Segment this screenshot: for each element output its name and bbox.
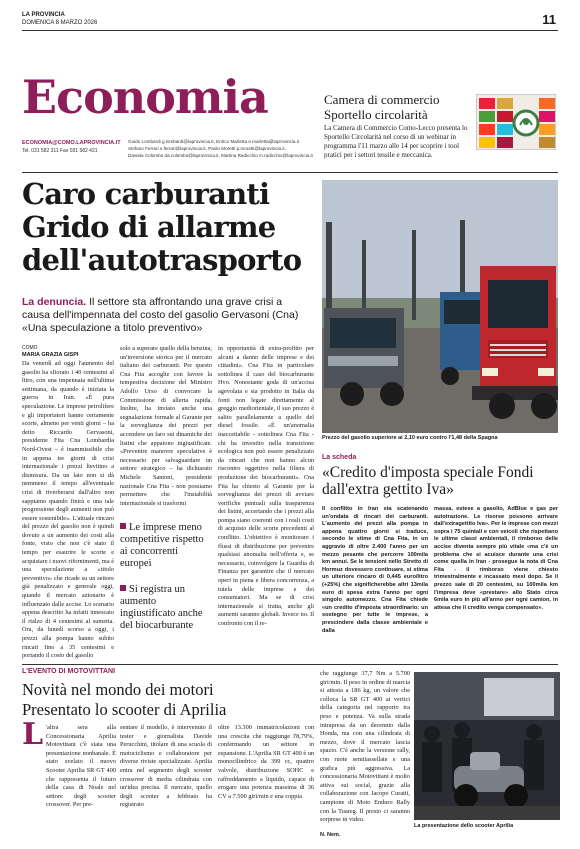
evento-title-line: Novità nel mondo dei motori: [22, 680, 214, 699]
drop-cap: L: [22, 717, 44, 752]
deck-text: Il settore sta affrontando una grave crisi a causa dell'impennata del costo del gasolio Gervasoni (Cna) «Una speculazione a titolo preventivo»: [22, 296, 299, 334]
byline-author: MARIA GRAZIA GISPI: [22, 352, 79, 358]
scheda-column-1: Il conflitto in Iran sta scatenando un'ondata di rincari dei carburanti. L'aumento dei prezzi alla pompa in appena quattro giorni si traduce, secondo le stime di Cna Fita, in un aggravio di oltre 2.400 l'anno per un mezzo pesante che percorre 100mila km annui. Se le tensioni nello Stretto di Hormuz dovessero continuare, si stima un ulteriore rincaro di 0,445 euro/litro (+25%) che significherebbe altri 13mila euro di spesa extra l'anno per ogni singolo automezzo. Cna Fita chiede «un credito d'imposta straordinario: un sostegno per tutte le imprese, a prescindere dalla classe ambientale e dalla: [322, 506, 428, 634]
deck-kicker: La denuncia.: [22, 296, 87, 308]
trucks-photo-caption: Prezzo del gasolio superiore ai 2,10 euro contro l'1,48 della Spagna: [322, 435, 498, 441]
trucks-photo[interactable]: [322, 180, 558, 433]
promo-title-line: Camera di commercio: [324, 92, 440, 107]
evento-title-line: Presentato lo scooter di Aprilia: [22, 699, 227, 719]
pull-quote-marker: [120, 585, 126, 591]
article-deck: [22, 296, 300, 335]
pull-quote-text: Si registra un aumento ingiustificato anche del biocarburante: [120, 584, 203, 631]
section-email[interactable]: ECONOMIA@COMO.LAPROVINCIA.IT: [22, 140, 121, 146]
headline-line: Grido di allarme: [22, 210, 276, 244]
article-column-1: Da venerdì ad oggi l'aumento del gasolio ha sfiorato i 40 centesimi al litro, con una impennata nell'ultima settimana, da quando è iniziata la guerra in Iran. «È pura speculazione. Le imprese petrolifere e gli importatori hanno certamente scorte, almeno per venti giorni – ha detto Riccardo Gervasoni, presidente Fita Cna Lombardia Nord-Ovest – è inammissibile che in appena tre giorni di crisi internazionale i prezzi lievitino a dismisura. Da un lato non si dà nemmeno il tempo all'eventuale crisi di riverberarsi dall'altro non sappiamo quando finirà e una tale progressione degli aumenti non può essere sostenibile». L'attuale rincaro del prezzo del gasolio non è quindi dovuto a un aumento dei costi alla fonte, visto che non c'è stato il tempo per esaurire le scorte e acquistare i nuovi rifornimenti, ma è una speculazione a «titolo preventivo» che ricade su un settore già penalizzato e generale oggi, quando il mercato azionario è influenzato dalle accise. Lo scenario appena descritto ha infatti innescato il rialzo di 4 centesimi al sumetta. Ora, da lunedì scorso a oggi, i prezzi alla pompa hanno subito rincari fino a 35 centesimi e portando il costo del gasolio: [22, 360, 114, 660]
evento-column-3: oltre 13.300 immatricolazioni con una crescita che raggiunge l'8,79%, confermando un settore in espansione. L'Aprilia SR GT 400 è un monocilindrico da 399 cc, quattro valvole, distribuzione SOHC e raffreddamento a liquido, capace di erogare una potenza massima di 36 CV a 7.500 giri/min e una coppia: [218, 724, 314, 800]
scooter-presentation-illustration: [414, 672, 560, 820]
promo-text: La Camera di Commercio Como-Lecco presenta lo Sportello Circolarità nel corso di un webinar in programma l'11 marzo alle 14 per scoprire i tool pratici per i settori tessile e meccanica.: [324, 124, 468, 159]
top-rule: [22, 30, 558, 31]
sustainability-goals-image[interactable]: [476, 94, 556, 150]
section-rule: [22, 172, 558, 173]
evento-label: L'EVENTO DI MOTOVITTANI: [22, 668, 116, 675]
scheda-title: «Credito d'imposta speciale Fondi dall'extra gettito Iva»: [322, 464, 534, 498]
headline-line: Caro carburanti: [22, 177, 270, 211]
scheda-label: La scheda: [322, 454, 357, 461]
evento-column-1: 'altra sera alla Concessionaria Aprilia Motovittani c'è stata una presentazione nonbanale. È stato svelato il nuovo Scooter Aprilia SR GT 400 che rappresenta il futuro della casa di Noale nel settore degli scooter crossover. Per pre-: [46, 724, 116, 809]
staff-list: [128, 138, 328, 159]
evento-title: [22, 680, 322, 719]
article-column-2: solo a superare quello della benzina, un'inversione storica per il mercato italiano dei carburanti. Per questo Cna Fita accoglie con favore la tempestiva decisione del Ministro Adolfo Urso di convocare la Commissione di allerta rapida. Inoltre, ha inviato anche una segnalazione formale al Garante per la sorveglianza dei prezzi per accendere un faro sui dinamiche dei listini che appaiono ingiustificate. «Prevenire manovre speculative è necessario per salvaguardare un settore strategico – ha dichiarato Michele Santoni, presidente nazionale Cna Fita - non possiamo permettere che l'instabilità internazionale si trasformi: [120, 345, 212, 507]
page-number: 11: [542, 12, 556, 27]
headline-line: dell'autotrasporto: [22, 243, 302, 277]
evento-column-4: che raggiunge 37,7 Nm a 5.700 giri/min. Il peso in ordine di marcia si attesta a 186 kg, un valore che colloca la SR GT 400 ai vertici della categoria nel rapporto tra peso e potenza. Va sulla strada intrapresa da un decennio dalla Honda, ma con una cilindrata di mezzo, dove il mercato lascia spazio. C'è anche la versione rally, con ruote semitassellate e una grafica più aggressiva. La concessionaria Motovittani è molto attiva sui social, grazie alla collaborazione con Jacopo Curatti, campione di Moto Enduro Rally con la Tuareg. Il presto ci saranno sorprese in video.: [320, 670, 410, 824]
staff-line: Daniela Colombo da.colombo@laprovincia.it, Martina Radicchio m.radicchio@laprovincia.it: [128, 153, 313, 158]
sdg-wheel-icon: [477, 95, 556, 150]
masthead: [22, 12, 97, 27]
scooter-photo[interactable]: [414, 672, 560, 820]
evento-signature: N. Nem.: [320, 832, 341, 838]
scheda-column-2: massa, estese a gasolio, AdBlue e gas per autotrazione. Le risorse possono arrivare dall'extragettito Iva». Per le imprese con mezzi sopra i 75 quintali e con veicoli che rispettano le ultime classi ambientali, il rimborso delle accise diventa sempre più vitale «ma c'è un problema che si acuisce durante una crisi come quella in Iran - prosegue la nota di Cna Fita - il rimborso viene chiesto trimestralmente e incassato mesi dopo. Se il prezzo sale di 20 centesimi, su 100mila km l'impresa deve «prestare» allo Stato circa 6mila euro in più all'anno per ogni camion, in attesa che il credito venga compensato».: [434, 506, 558, 611]
promo-title[interactable]: [324, 92, 484, 122]
article-headline: [22, 177, 302, 277]
pull-quote-2: [120, 584, 212, 632]
bottom-rule: [22, 664, 558, 665]
staff-line: Guido Lombardi g.lombardi@laprovincia.it, Enrico Marletta e.marletta@laprovincia.it: [128, 139, 299, 144]
pull-quote-1: [120, 522, 212, 570]
issue-date: DOMENICA 8 MARZO 2026: [22, 19, 98, 26]
byline-place: COMO: [22, 345, 38, 351]
pull-quote-marker: [120, 523, 126, 529]
article-column-3: in opportunità di extra-profitto per alcuni a danno delle imprese e dei cittadini». Cna Fita in particolare sottolinea il caso del biocarburante Hvo. Nonostante goda di un'accisa agevolata e sia prodotto in Italia da fonti non legate direttamente al greggio mediorientale, il suo prezzo è salito parallelamente a quello del diesel fossile. «È un'anomalia inaccettabile - sottolinea Cna Fita - chi ha investito nella transizione ecologica non può essere penalizzato da rincari che non hanno alcun riscontro oggettivo nella filiera di produzione dei biocarburanti». Cna Fita ha chiesto al Garante per la sorveglianza dei prezzi di avviare verifiche puntuali sulla trasparenza dei listini, accertando che i prezzi alla pompa siano coerenti con i reali costi di acquisto delle scorte precedenti al conflitto. L'obiettivo è monitorare i flussi di distribuzione per prevenire qualsiasi anomalia nell'offerta e, se necessario, coinvolgere la Guardia di Finanza per garantire che il mercato operi in piena e libera concorrenza, a tutela delle imprese e dei consumatori. Ma se di crisi internazionale si tratta, anche gli aumenti saranno globali. Invece no. Il confronto con il re-: [218, 345, 314, 627]
staff-line: Stefano Ferrari s.ferrari@laprovincia.it, Paolo Moretti p.moretti@laprovincia.it,: [128, 146, 286, 151]
section-phone: Tel. 031 582 311 Fax 031 582 421: [22, 148, 98, 154]
trucks-illustration: [322, 180, 558, 433]
promo-title-line: Sportello circolarità: [324, 107, 428, 122]
scooter-photo-caption: La presentazione dello scooter Aprilia: [414, 823, 514, 829]
pull-quote-text: Le imprese meno competitive rispetto ai concorrenti europei: [120, 522, 204, 569]
section-title: Economia: [22, 70, 268, 124]
evento-column-2: sentare il modello, è intervenuto il tester e giornalista Davide Perucchini, titolare di una scuola di motociclismo e collaboratore per diverse riviste specializzate. Aprilia entra nel segmento degli scooter crossover di media cilindrata con un'idea precisa. Il mercato, quello degli scooter a febbraio ha registrato: [120, 724, 212, 809]
paper-name: LA PROVINCIA: [22, 12, 65, 18]
